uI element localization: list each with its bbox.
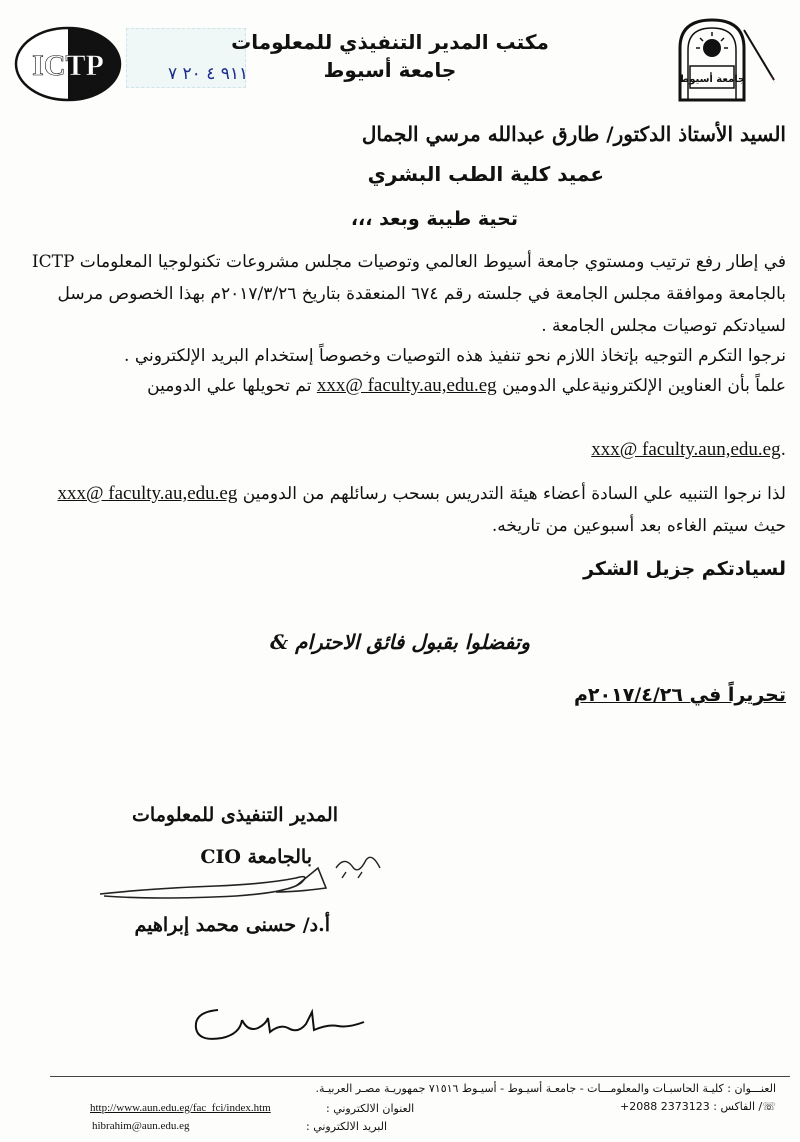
office-title-line2: جامعة أسيوط bbox=[323, 58, 457, 82]
paragraph-5-pre: لذا نرجوا التنبيه علي السادة أعضاء هيئة التدريس بسحب رسائلهم من الدومين bbox=[242, 484, 786, 504]
reference-number: ٩١١ ٤ ٢٠ ٧ bbox=[168, 64, 249, 84]
paragraph-1-line-1: في إطار رفع ترتيب ومستوي جامعة أسيوط العالمي وتوصيات مجلس مشروعات تكنولوجيا المعلومات ICTP bbox=[31, 252, 786, 272]
handwritten-signature-1 bbox=[96, 848, 386, 920]
footer-divider bbox=[50, 1076, 790, 1077]
paragraph-3 bbox=[16, 370, 786, 402]
office-title-line1: مكتب المدير التنفيذي للمعلومات bbox=[231, 30, 549, 54]
paragraph-6: حيث سيتم الغاءه بعد أسبوعين من تاريخه. bbox=[491, 516, 786, 536]
addressee: السيد الأستاذ الدكتور/ طارق عبدالله مرسي الجمال bbox=[361, 122, 786, 146]
paragraph-1 bbox=[16, 246, 786, 342]
paragraph-4: .xxx@ faculty.aun,edu.eg bbox=[591, 439, 786, 460]
footer-phone: ☏/ الفاكس : 2373123 2088+ bbox=[620, 1100, 776, 1113]
handwritten-signature-2 bbox=[188, 998, 368, 1048]
office-title bbox=[220, 30, 560, 82]
new-domain-email[interactable]: xxx@ faculty.aun,edu.eg bbox=[591, 439, 781, 460]
paragraph-3-pre: علماً بأن العناوين الإلكترونيةعلي الدومين bbox=[502, 376, 786, 396]
footer-email[interactable]: hibrahim@aun.edu.eg bbox=[92, 1120, 190, 1132]
paragraph-5 bbox=[16, 478, 786, 510]
footer-address: العنـــوان : كليـة الحاسبـات والمعلومـــات - جامعـة أسيـوط - أسيـوط ٧١٥١٦ جمهوريـة مصـر العربيـة. bbox=[315, 1082, 776, 1095]
footer-web-label: العنوان الالكتروني : bbox=[326, 1102, 415, 1115]
signatory-org: بالجامعة CIO bbox=[200, 846, 312, 868]
university-logo bbox=[672, 14, 778, 104]
university-logo-text: جامعة أسيوط bbox=[678, 74, 746, 85]
ictp-logo bbox=[14, 26, 122, 102]
closing-line: وتفضلوا بقبول فائق الاحترام & bbox=[270, 630, 530, 654]
paragraph-2: نرجوا التكرم التوجيه بإتخاذ اللازم نحو تنفيذ هذه التوصيات وخصوصاً إستخدام البريد الإلكتروني . bbox=[124, 346, 786, 366]
signatory-title: المدير التنفيذى للمعلومات bbox=[132, 804, 338, 826]
signatory-name: أ.د/ حسنى محمد إبراهيم bbox=[134, 914, 330, 936]
footer-email-label: البريد الالكتروني : bbox=[306, 1120, 388, 1133]
greeting: تحية طيبة وبعد ،،، bbox=[350, 208, 518, 230]
footer-web-link[interactable]: http://www.aun.edu.eg/fac_fci/index.htm bbox=[90, 1102, 271, 1114]
paragraph-3-post: تم تحويلها علي الدومين bbox=[147, 376, 312, 396]
letter-date: تحريراً في ٢٠١٧/٤/٢٦م bbox=[573, 684, 786, 706]
thanks-line: لسيادتكم جزيل الشكر bbox=[583, 558, 786, 580]
paragraph-1-line-2: بالجامعة وموافقة مجلس الجامعة في جلسته رقم ٦٧٤ المنعقدة بتاريخ ٢٠١٧/٣/٢٦م بهذا الخصوص مرسل bbox=[57, 284, 786, 304]
old-domain-email[interactable]: xxx@ faculty.au,edu.eg bbox=[316, 375, 497, 396]
paragraph-1-line-3: لسيادتكم توصيات مجلس الجامعة . bbox=[541, 316, 786, 336]
old-domain-email-2[interactable]: xxx@ faculty.au,edu.eg bbox=[57, 483, 238, 504]
dean-title: عميد كلية الطب البشري bbox=[367, 162, 604, 186]
ictp-logo-text: ICTP bbox=[32, 49, 104, 82]
